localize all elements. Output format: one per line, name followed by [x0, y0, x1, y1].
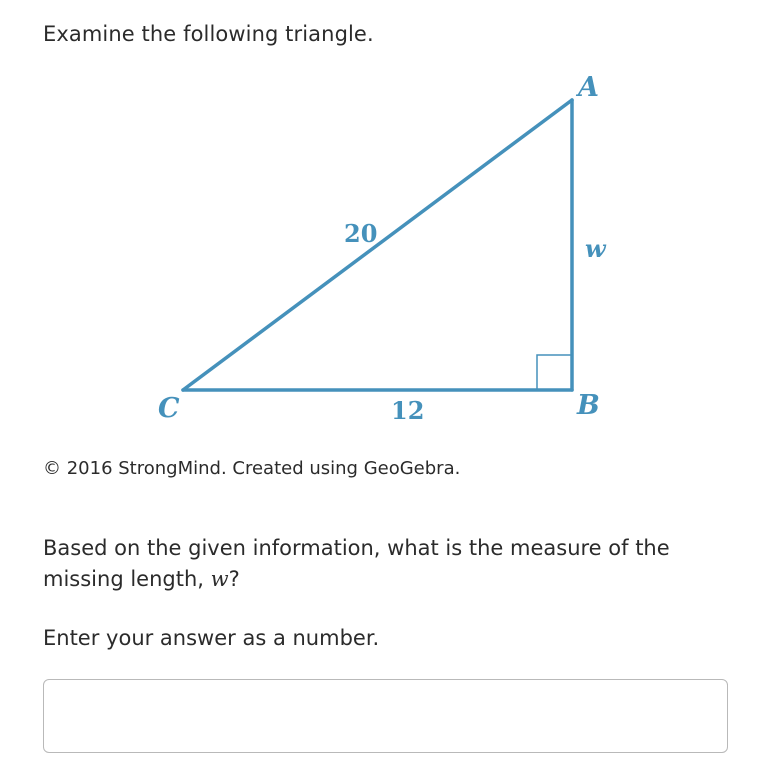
- vertex-label-b: B: [577, 390, 600, 421]
- hypotenuse-side: [183, 100, 572, 390]
- intro-text: Examine the following triangle.: [43, 22, 374, 46]
- answer-input[interactable]: [43, 679, 728, 753]
- side-label-base: 12: [391, 396, 425, 425]
- vertex-label-c: C: [158, 393, 180, 424]
- answer-instruction: Enter your answer as a number.: [43, 626, 380, 650]
- question-text: [43, 533, 733, 595]
- side-label-hypotenuse: 20: [344, 219, 378, 248]
- side-label-vertical: w: [585, 234, 606, 263]
- question-variable: w: [210, 567, 229, 591]
- right-angle-marker: [537, 355, 572, 390]
- vertex-label-a: A: [578, 72, 599, 103]
- question-text-before: Based on the given information, what is the measure of the missing length,: [43, 536, 670, 591]
- question-text-after: ?: [228, 567, 240, 591]
- image-credit: © 2016 StrongMind. Created using GeoGebra.: [43, 458, 461, 479]
